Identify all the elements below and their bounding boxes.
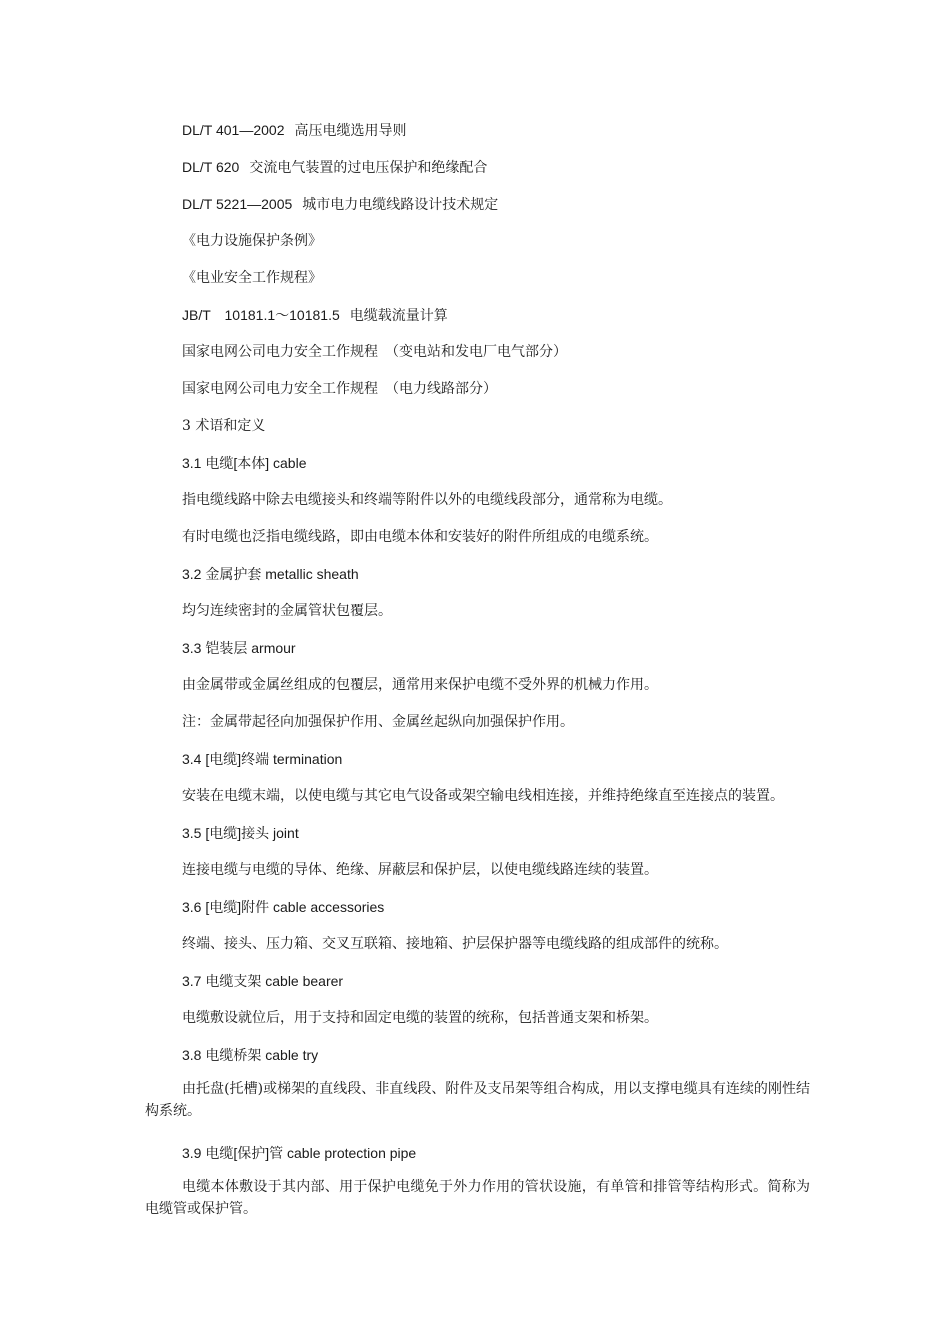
term-definition: 电缆本体敷设于其内部、用于保护电缆免于外力作用的管状设施，有单管和排管等结构形式。简称为电缆管或保护管。 bbox=[145, 1179, 810, 1217]
ref-item bbox=[182, 232, 322, 250]
ref-title: 城市电力电缆线路设计技术规定 bbox=[302, 197, 499, 213]
term-heading: 3.9 电缆[保护]管 cable protection pipe bbox=[182, 1145, 417, 1161]
term-heading: 3.1 电缆[本体] cable bbox=[182, 455, 307, 471]
term-heading: 3.4 [电缆]终端 termination bbox=[182, 751, 343, 767]
term-definition: 终端、接头、压力箱、交叉互联箱、接地箱、护层保护器等电缆线路的组成部件的统称。 bbox=[182, 936, 728, 952]
ref-title: 电缆载流量计算 bbox=[349, 308, 448, 324]
ref-item bbox=[182, 380, 497, 398]
ref-item bbox=[182, 343, 567, 361]
ref-title: 高压电缆选用导则 bbox=[294, 123, 407, 139]
ref-title: 国家电网公司电力安全工作规程 （电力线路部分） bbox=[182, 381, 497, 397]
ref-item bbox=[182, 306, 448, 325]
term-heading: 3.5 [电缆]接头 joint bbox=[182, 825, 299, 841]
ref-code: JB/T 10181.1～10181.5 bbox=[182, 307, 340, 323]
term-definition: 由托盘(托槽)或梯架的直线段、非直线段、附件及支吊架等组合构成，用以支撑电缆具有连续的刚性结构系统。 bbox=[145, 1081, 810, 1119]
term-heading: 3.8 电缆桥架 cable try bbox=[182, 1047, 319, 1063]
ref-item bbox=[182, 158, 487, 177]
ref-code: DL/T 5221—2005 bbox=[182, 196, 293, 212]
term-heading: 3.6 [电缆]附件 cable accessories bbox=[182, 899, 385, 915]
term-definition: 指电缆线路中除去电缆接头和终端等附件以外的电缆线段部分，通常称为电缆。 bbox=[182, 492, 672, 508]
term-definition: 由金属带或金属丝组成的包覆层，通常用来保护电缆不受外界的机械力作用。 bbox=[182, 677, 658, 693]
term-note: 注：金属带起径向加强保护作用、金属丝起纵向加强保护作用。 bbox=[182, 714, 574, 730]
ref-code: DL/T 620 bbox=[182, 159, 240, 175]
section-heading: 3 术语和定义 bbox=[182, 418, 266, 434]
term-heading: 3.2 金属护套 metallic sheath bbox=[182, 566, 359, 582]
ref-title: 《电力设施保护条例》 bbox=[182, 233, 322, 249]
term-definition: 有时电缆也泛指电缆线路，即由电缆本体和安装好的附件所组成的电缆系统。 bbox=[182, 529, 658, 545]
term-definition: 电缆敷设就位后，用于支持和固定电缆的装置的统称，包括普通支架和桥架。 bbox=[182, 1010, 658, 1026]
term-heading: 3.7 电缆支架 cable bearer bbox=[182, 973, 344, 989]
ref-item bbox=[182, 121, 406, 140]
ref-code: DL/T 401—2002 bbox=[182, 122, 285, 138]
term-definition: 安装在电缆末端，以使电缆与其它电气设备或架空输电线相连接，并维持绝缘直至连接点的装置。 bbox=[182, 788, 784, 804]
term-definition: 均匀连续密封的金属管状包覆层。 bbox=[182, 603, 392, 619]
ref-title: 《电业安全工作规程》 bbox=[182, 270, 322, 286]
term-definition: 连接电缆与电缆的导体、绝缘、屏蔽层和保护层，以使电缆线路连续的装置。 bbox=[182, 862, 658, 878]
term-heading: 3.3 铠装层 armour bbox=[182, 640, 296, 656]
ref-title: 交流电气装置的过电压保护和绝缘配合 bbox=[249, 160, 488, 176]
ref-item bbox=[182, 269, 322, 287]
ref-title: 国家电网公司电力安全工作规程 （变电站和发电厂电气部分） bbox=[182, 344, 567, 360]
ref-item bbox=[182, 195, 498, 214]
